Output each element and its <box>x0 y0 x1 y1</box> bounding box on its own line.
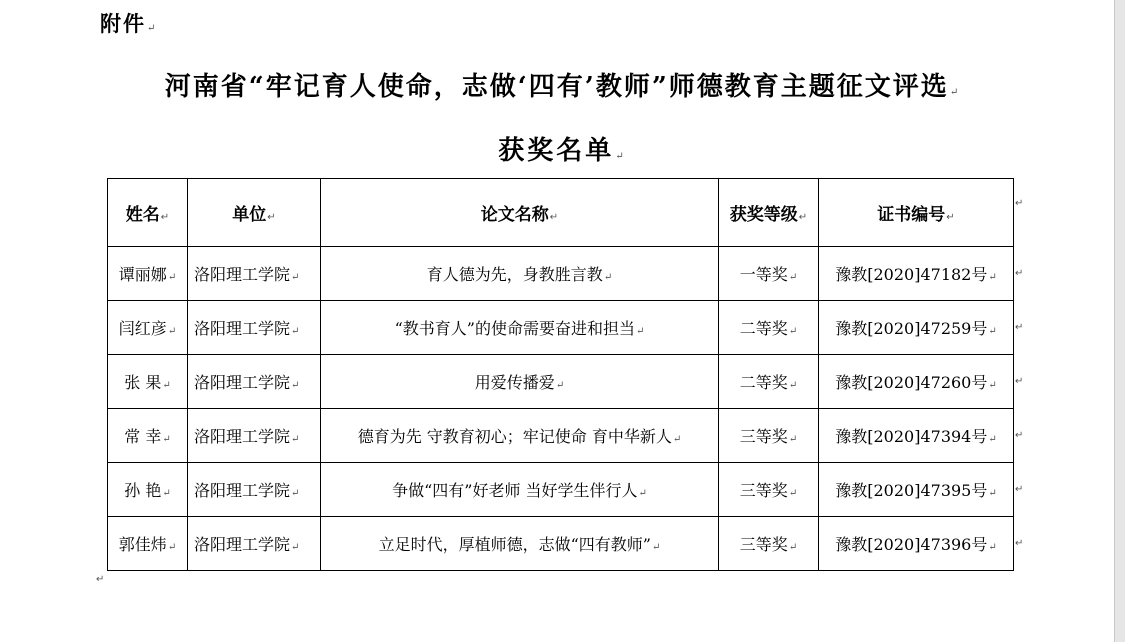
cell-paper-title: 德育为先 守教育初心；牢记使命 育中华新人↵ <box>321 409 719 463</box>
paragraph-mark: ↵ <box>96 574 105 585</box>
cell-paper-title: 育人德为先，身教胜言教↵ <box>321 247 719 301</box>
cell-unit: 洛阳理工学院↵ <box>188 517 321 571</box>
cell-certificate-no: 豫教[2020]47182号↵ <box>819 247 1014 301</box>
table-row <box>108 301 1014 355</box>
cell-unit: 洛阳理工学院↵ <box>188 247 321 301</box>
header-certificate-no: 证书编号↵ <box>819 179 1014 247</box>
award-table <box>107 178 1014 571</box>
cell-certificate-no: 豫教[2020]47394号↵ <box>819 409 1014 463</box>
table-row <box>108 247 1014 301</box>
cell-unit: 洛阳理工学院↵ <box>188 463 321 517</box>
cell-certificate-no: 豫教[2020]47260号↵ <box>819 355 1014 409</box>
cell-paper-title: “教书育人”的使命需要奋进和担当↵ <box>321 301 719 355</box>
row-end-mark: ↵ <box>1015 322 1024 333</box>
row-end-mark: ↵ <box>1015 268 1024 279</box>
cell-award-level: 一等奖↵ <box>719 247 819 301</box>
cell-certificate-no: 豫教[2020]47259号↵ <box>819 301 1014 355</box>
row-end-mark: ↵ <box>1015 538 1024 549</box>
header-award-level: 获奖等级↵ <box>719 179 819 247</box>
cell-name: 孙 艳↵ <box>108 463 188 517</box>
table-row <box>108 355 1014 409</box>
cell-name: 常 幸↵ <box>108 409 188 463</box>
paragraph-mark: ↵ <box>949 87 961 98</box>
cell-paper-title: 争做“四有”好老师 当好学生伴行人↵ <box>321 463 719 517</box>
cell-certificate-no: 豫教[2020]47395号↵ <box>819 463 1014 517</box>
cell-name: 谭丽娜↵ <box>108 247 188 301</box>
row-end-mark: ↵ <box>1015 376 1024 387</box>
attachment-label: 附件↵ <box>100 11 158 36</box>
cell-paper-title: 立足时代，厚植师德，志做“四有教师”↵ <box>321 517 719 571</box>
header-unit: 单位↵ <box>188 179 321 247</box>
table-row <box>108 409 1014 463</box>
cell-award-level: 二等奖↵ <box>719 301 819 355</box>
header-paper-title: 论文名称↵ <box>321 179 719 247</box>
row-end-mark: ↵ <box>1015 430 1024 441</box>
paragraph-mark: ↵ <box>615 151 627 162</box>
cell-unit: 洛阳理工学院↵ <box>188 409 321 463</box>
table-row <box>108 463 1014 517</box>
row-end-mark: ↵ <box>1015 484 1024 495</box>
paragraph-mark: ↵ <box>147 23 158 34</box>
cell-name: 闫红彦↵ <box>108 301 188 355</box>
cell-name: 郭佳炜↵ <box>108 517 188 571</box>
cell-certificate-no: 豫教[2020]47396号↵ <box>819 517 1014 571</box>
cell-unit: 洛阳理工学院↵ <box>188 355 321 409</box>
cell-award-level: 三等奖↵ <box>719 463 819 517</box>
table-header-row <box>108 179 1014 247</box>
header-name: 姓名↵ <box>108 179 188 247</box>
cell-award-level: 三等奖↵ <box>719 517 819 571</box>
document-title: 河南省“牢记育人使命，志做‘四有’教师”师德教育主题征文评选↵ <box>164 72 961 102</box>
row-end-mark: ↵ <box>1015 198 1024 209</box>
cell-paper-title: 用爱传播爱↵ <box>321 355 719 409</box>
table-row <box>108 517 1014 571</box>
document-subtitle: 获奖名单↵ <box>498 136 627 166</box>
cell-name: 张 果↵ <box>108 355 188 409</box>
cell-unit: 洛阳理工学院↵ <box>188 301 321 355</box>
cell-award-level: 二等奖↵ <box>719 355 819 409</box>
cell-award-level: 三等奖↵ <box>719 409 819 463</box>
